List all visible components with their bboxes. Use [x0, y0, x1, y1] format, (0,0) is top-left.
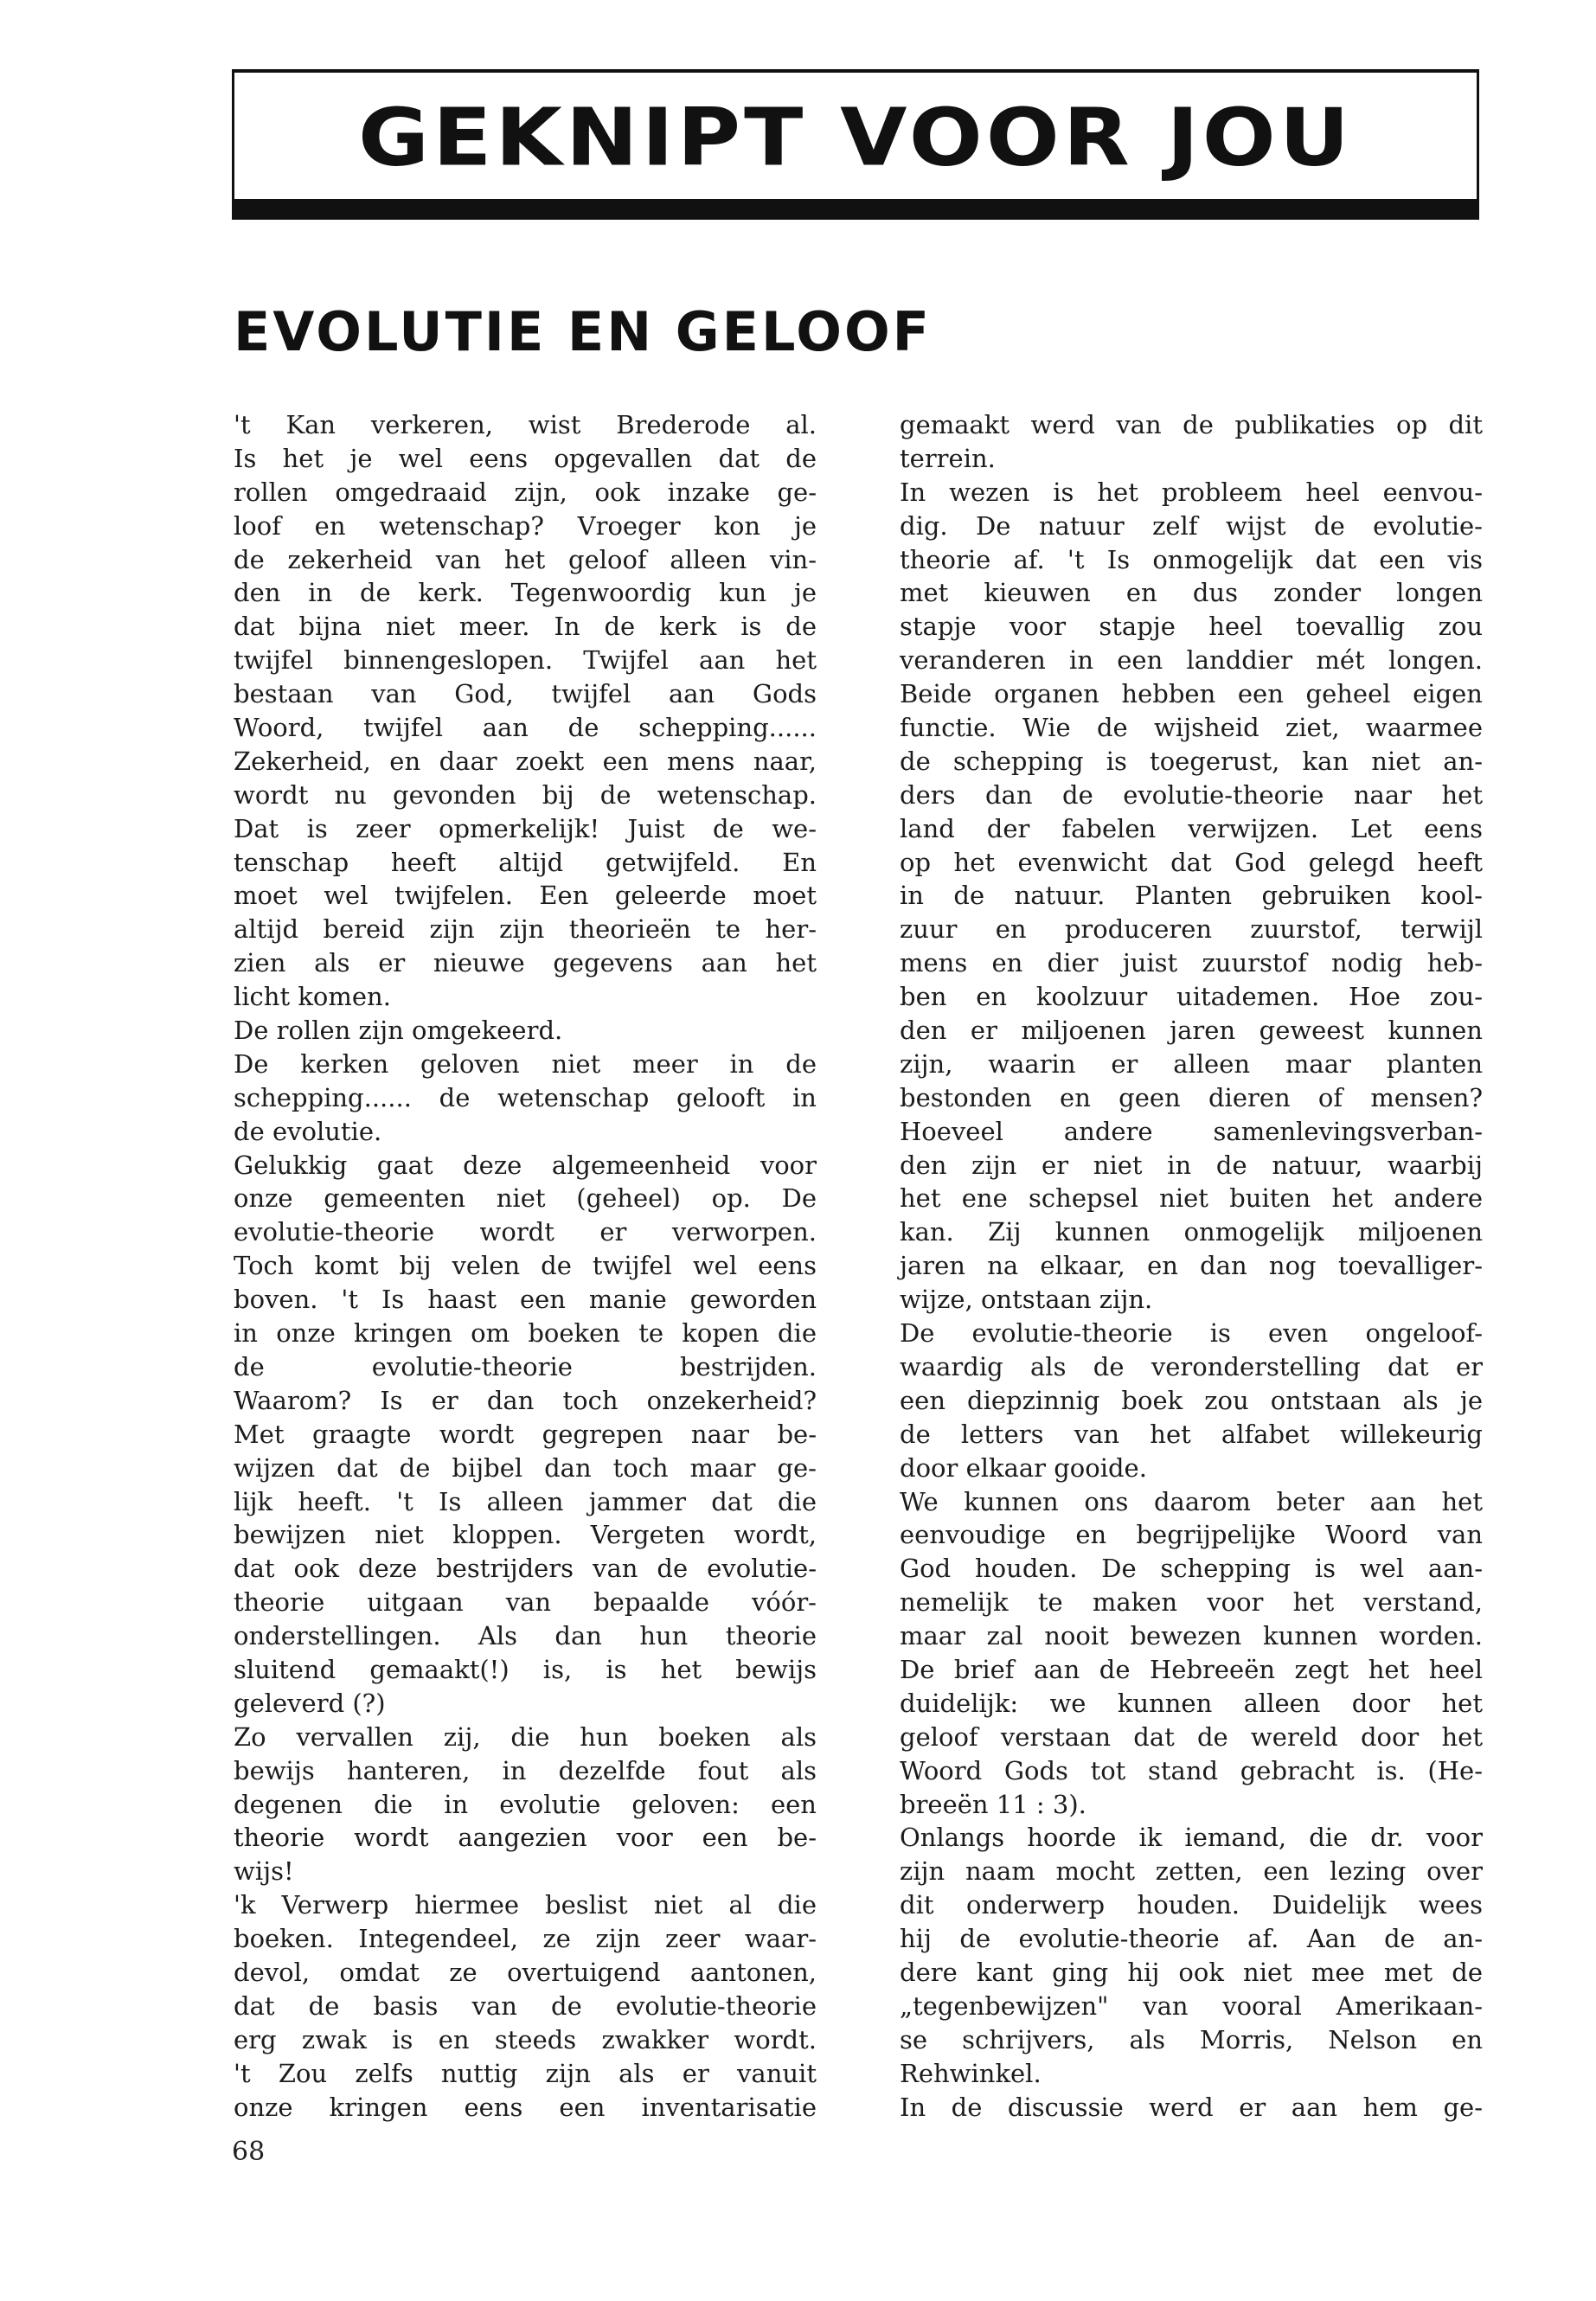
text-line: Waarom? Is er dan toch onzekerheid? — [234, 1385, 817, 1415]
page-number: 68 — [232, 2137, 266, 2167]
text-line: den zijn er niet in de natuur, waarbij — [900, 1150, 1483, 1180]
text-line: „tegenbewijzen" van vooral Amerikaan- — [900, 1990, 1483, 2021]
text-line: met kieuwen en dus zonder longen — [900, 578, 1483, 608]
text-line: in onze kringen om boeken te kopen die — [234, 1318, 817, 1349]
text-line: boeken. Integendeel, ze zijn zeer waar- — [234, 1924, 817, 1954]
text-line: 't Kan verkeren, wist Brederode al. — [234, 410, 817, 439]
text-line: onze kringen eens een inventarisatie — [234, 2092, 817, 2122]
text-line: de evolutie. — [234, 1116, 382, 1146]
text-line: Hoeveel andere samenlevingsverban- — [900, 1116, 1483, 1146]
text-line: onderstellingen. Als dan hun theorie — [234, 1621, 817, 1651]
text-line: Onlangs hoorde ik iemand, die dr. voor — [900, 1823, 1483, 1853]
text-line: breeën 11 : 3). — [900, 1789, 1086, 1819]
text-line: de zekerheid van het geloof alleen vin- — [234, 544, 817, 574]
text-line: erg zwak is en steeds zwakker wordt. — [234, 2024, 817, 2054]
text-line: De rollen zijn omgekeerd. — [234, 1016, 563, 1046]
text-line: functie. Wie de wijsheid ziet, waarmee — [900, 713, 1483, 743]
text-line: op het evenwicht dat God gelegd heeft — [900, 847, 1483, 877]
text-line: den er miljoenen jaren geweest kunnen — [900, 1016, 1483, 1046]
text-line: ben en koolzuur uitademen. Hoe zou- — [900, 982, 1483, 1012]
text-line: de schepping is toegerust, kan niet an- — [900, 746, 1483, 776]
text-line: bestaan van God, twijfel aan Gods — [234, 679, 817, 709]
text-line: zien als er nieuwe gegevens aan het — [234, 948, 817, 978]
text-line: eenvoudige en begrijpelijke Woord van — [900, 1520, 1483, 1550]
text-line: wijze, ontstaan zijn. — [900, 1285, 1153, 1315]
text-line: Woord Gods tot stand gebracht is. (He- — [900, 1755, 1483, 1785]
text-line: 'k Verwerp hiermee beslist niet al die — [234, 1890, 817, 1920]
article-left-column — [234, 408, 817, 2124]
text-line: De brief aan de Hebreeën zegt het heel — [900, 1654, 1483, 1684]
text-line: Rehwinkel. — [900, 2058, 1042, 2088]
text-line: stapje voor stapje heel toevallig zou — [900, 612, 1483, 642]
text-line: den in de kerk. Tegenwoordig kun je — [234, 578, 817, 608]
text-line: ders dan de evolutie-theorie naar het — [900, 779, 1483, 810]
text-line: in de natuur. Planten gebruiken kool- — [900, 881, 1483, 911]
text-line: dit onderwerp houden. Duidelijk wees — [900, 1890, 1483, 1920]
text-line: dat ook deze bestrijders van de evolutie- — [234, 1554, 817, 1584]
article-title: EVOLUTIE EN GELOOF — [234, 300, 933, 363]
text-line: kan. Zij kunnen onmogelijk miljoenen — [900, 1217, 1483, 1247]
text-line: zuur en produceren zuurstof, terwijl — [900, 914, 1483, 945]
text-line: moet wel twijfelen. Een geleerde moet — [234, 881, 817, 911]
text-line: waardig als de veronderstelling dat er — [900, 1351, 1483, 1381]
text-line: een diepzinnig boek zou ontstaan als je — [900, 1385, 1483, 1415]
text-line: theorie af. 't Is onmogelijk dat een vis — [900, 544, 1483, 574]
text-line: Woord, twijfel aan de schepping...... — [234, 713, 817, 743]
text-line: lijk heeft. 't Is alleen jammer dat die — [234, 1486, 817, 1516]
text-line: wijs! — [234, 1856, 294, 1887]
text-line: dat bijna niet meer. In de kerk is de — [234, 612, 817, 642]
text-line: In wezen is het probleem heel eenvou- — [900, 477, 1483, 507]
text-line: hij de evolutie-theorie af. Aan de an- — [900, 1924, 1483, 1954]
text-line: loof en wetenschap? Vroeger kon je — [234, 510, 817, 541]
text-line: jaren na elkaar, en dan nog toevalliger- — [900, 1251, 1483, 1281]
text-line: schepping...... de wetenschap gelooft in — [234, 1082, 817, 1112]
text-line: mens en dier juist zuurstof nodig heb- — [900, 948, 1483, 978]
text-line: God houden. De schepping is wel aan- — [900, 1554, 1483, 1584]
text-line: duidelijk: we kunnen alleen door het — [900, 1688, 1483, 1718]
text-line: rollen omgedraaid zijn, ook inzake ge- — [234, 477, 817, 507]
text-line: devol, omdat ze overtuigend aantonen, — [234, 1957, 817, 1987]
text-line: tenschap heeft altijd getwijfeld. En — [234, 847, 817, 877]
text-line: wijzen dat de bijbel dan toch maar ge- — [234, 1452, 817, 1483]
text-line: Gelukkig gaat deze algemeenheid voor — [234, 1150, 817, 1180]
text-line: bewijzen niet kloppen. Vergeten wordt, — [234, 1520, 817, 1550]
text-line: dig. De natuur zelf wijst de evolutie- — [900, 510, 1483, 541]
text-line: De evolutie-theorie is even ongeloof- — [900, 1318, 1483, 1349]
text-line: Dat is zeer opmerkelijk! Juist de we- — [234, 813, 817, 843]
text-line: bewijs hanteren, in dezelfde fout als — [234, 1755, 817, 1785]
text-line: dat de basis van de evolutie-theorie — [234, 1990, 817, 2021]
text-line: De kerken geloven niet meer in de — [234, 1048, 817, 1079]
text-line: terrein. — [900, 443, 996, 473]
text-line: Met graagte wordt gegrepen naar be- — [234, 1419, 817, 1449]
text-line: se schrijvers, als Morris, Nelson en — [900, 2024, 1483, 2054]
text-line: veranderen in een landdier mét longen. — [900, 645, 1483, 676]
text-line: door elkaar gooide. — [900, 1452, 1147, 1483]
text-line: We kunnen ons daarom beter aan het — [900, 1486, 1483, 1516]
text-line: altijd bereid zijn zijn theorieën te her- — [234, 914, 817, 945]
text-line: evolutie-theorie wordt er verworpen. — [234, 1217, 817, 1247]
text-line: het ene schepsel niet buiten het andere — [900, 1183, 1483, 1214]
text-line: theorie uitgaan van bepaalde vóór- — [234, 1587, 817, 1618]
text-line: geloof verstaan dat de wereld door het — [900, 1721, 1483, 1752]
text-line: Zekerheid, en daar zoekt een mens naar, — [234, 746, 817, 776]
text-line: degenen die in evolutie geloven: een — [234, 1789, 817, 1819]
text-line: Is het je wel eens opgevallen dat de — [234, 443, 817, 473]
text-line: Zo vervallen zij, die hun boeken als — [234, 1721, 817, 1752]
text-line: licht komen. — [234, 982, 391, 1012]
text-line: Beide organen hebben een geheel eigen — [900, 679, 1483, 709]
text-line: geleverd (?) — [234, 1688, 386, 1718]
text-line: sluitend gemaakt(!) is, is het bewijs — [234, 1654, 817, 1684]
text-line: 't Zou zelfs nuttig zijn als er vanuit — [234, 2058, 817, 2088]
text-line: nemelijk te maken voor het verstand, — [900, 1587, 1483, 1618]
text-line: wordt nu gevonden bij de wetenschap. — [234, 779, 817, 810]
text-line: dere kant ging hij ook niet mee met de — [900, 1957, 1483, 1987]
text-line: land der fabelen verwijzen. Let eens — [900, 813, 1483, 843]
text-line: boven. 't Is haast een manie geworden — [234, 1285, 817, 1315]
text-line: maar zal nooit bewezen kunnen worden. — [900, 1621, 1483, 1651]
text-line: Toch komt bij velen de twijfel wel eens — [234, 1251, 817, 1281]
header-underline-bar — [232, 199, 1479, 220]
text-line: bestonden en geen dieren of mensen? — [900, 1082, 1483, 1112]
text-line: de letters van het alfabet willekeurig — [900, 1419, 1483, 1449]
text-line: zijn, waarin er alleen maar planten — [900, 1048, 1483, 1079]
text-line: de evolutie-theorie bestrijden. — [234, 1351, 817, 1381]
section-header-title: GEKNIPT VOOR JOU — [358, 90, 1353, 184]
text-line: gemaakt werd van de publikaties op dit — [900, 410, 1483, 439]
text-line: onze gemeenten niet (geheel) op. De — [234, 1183, 817, 1214]
article-right-column — [900, 408, 1483, 2124]
text-line: theorie wordt aangezien voor een be- — [234, 1823, 817, 1853]
text-line: twijfel binnengeslopen. Twijfel aan het — [234, 645, 817, 676]
text-line: In de discussie werd er aan hem ge- — [900, 2092, 1483, 2122]
text-line: zijn naam mocht zetten, een lezing over — [900, 1856, 1483, 1887]
